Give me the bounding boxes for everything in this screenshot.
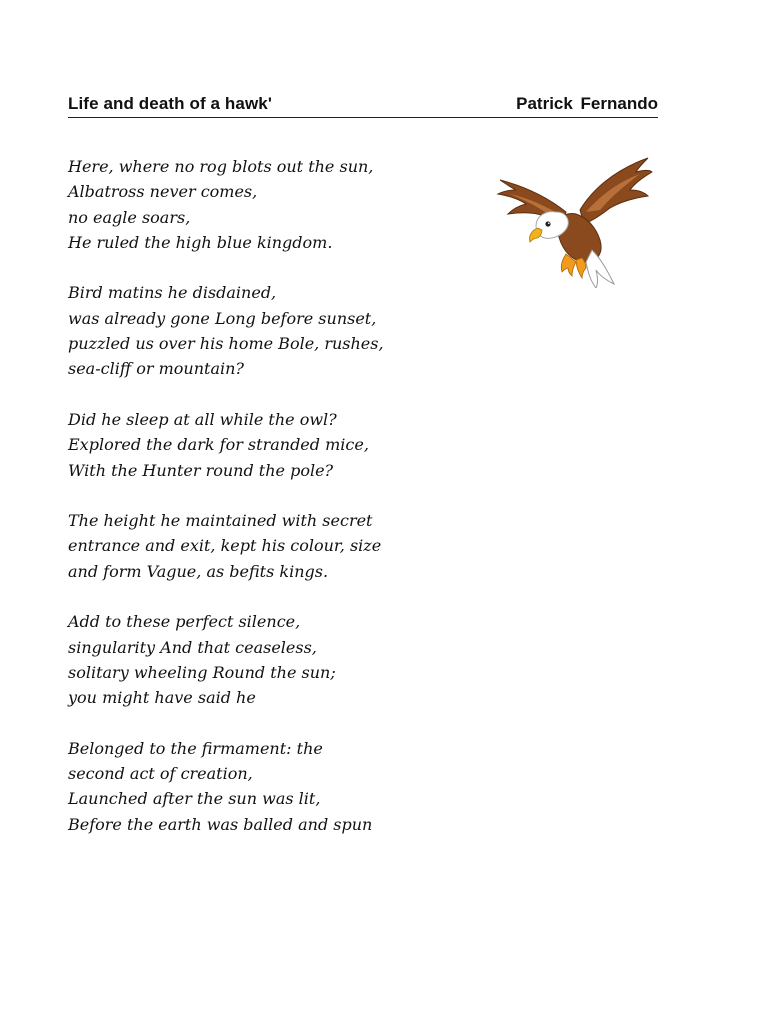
document-header <box>68 94 658 118</box>
poem-line: With the Hunter round the pole? <box>68 460 334 480</box>
poem-line: sea-cliff or mountain? <box>68 359 244 379</box>
stanza <box>68 736 488 837</box>
poem-line: Add to these perfect silence, <box>68 612 301 632</box>
poem-line: Launched after the sun was lit, <box>68 789 321 809</box>
poem-line: Bird matins he disdained, <box>68 283 277 303</box>
stanza <box>68 407 488 483</box>
poem-line: singularity And that ceaseless, <box>68 637 317 657</box>
poem-line: puzzled us over his home Bole, rushes, <box>68 334 384 354</box>
poem-line: second act of creation, <box>68 764 253 784</box>
poem-line: Albatross never comes, <box>68 182 258 202</box>
stanza <box>68 280 488 381</box>
poem-author: Patrick Fernando <box>516 94 658 113</box>
poem-line: Here, where no rog blots out the sun, <box>68 157 374 176</box>
poem-line: you might have said he <box>68 688 256 708</box>
stanza <box>68 154 488 255</box>
poem-line: was already gone Long before sunset, <box>68 308 377 328</box>
stanza <box>68 508 488 584</box>
poem-line: and form Vague, as befits kings. <box>68 561 329 581</box>
poem-line: Did he sleep at all while the owl? <box>68 409 337 429</box>
poem-line: Belonged to the firmament: the <box>68 738 323 758</box>
poem-line: no eagle soars, <box>68 207 191 227</box>
poem-body <box>68 154 488 837</box>
poem-line: solitary wheeling Round the sun; <box>68 662 336 682</box>
poem-line: Before the earth was balled and spun <box>68 814 373 834</box>
poem-title: Life and death of a hawk' <box>68 94 272 113</box>
poem-line: The height he maintained with secret <box>68 511 373 531</box>
eagle-icon <box>496 150 654 288</box>
poem-line: Explored the dark for stranded mice, <box>68 435 369 455</box>
poem-line: He ruled the high blue kingdom. <box>68 232 333 252</box>
poem-line: entrance and exit, kept his colour, size <box>68 536 382 556</box>
stanza <box>68 609 488 710</box>
